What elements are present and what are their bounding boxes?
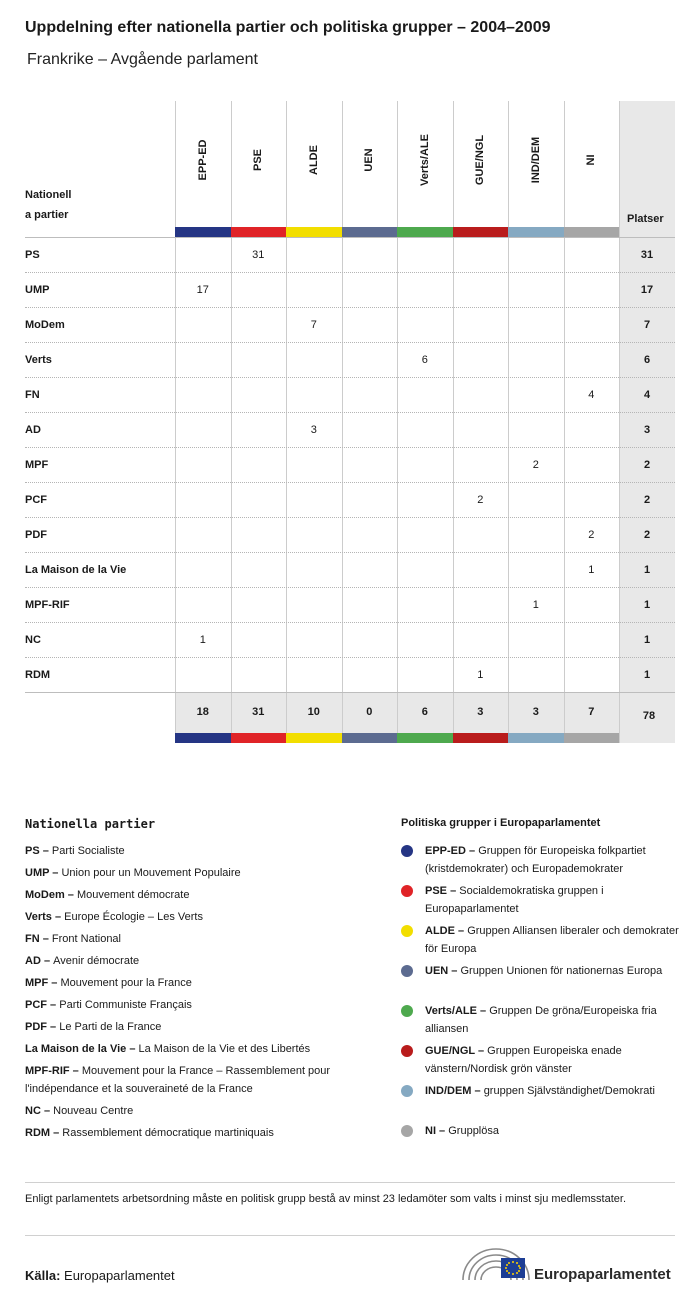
party-abbr: Verts – — [25, 911, 65, 923]
header-separator — [25, 237, 675, 238]
group-color-dot — [401, 1005, 413, 1017]
party-legend-item — [25, 1124, 385, 1142]
group-legend-item — [425, 922, 680, 958]
group-color-dot — [401, 885, 413, 897]
party-name: Parti Socialiste — [51, 845, 125, 857]
party-abbr: NC – — [25, 1105, 54, 1117]
group-color-bar-bottom — [342, 733, 398, 743]
source-value: Europaparlamentet — [64, 1268, 175, 1283]
group-color-dot — [401, 965, 413, 977]
party-abbr: MPF – — [25, 977, 61, 989]
group-abbr: PSE – — [425, 885, 460, 897]
column-divider — [564, 101, 565, 743]
table-cell-value: 31 — [252, 248, 265, 261]
party-legend-item — [25, 886, 385, 904]
chart-title: Uppdelning efter nationella partier och politiska grupper – 2004–2009 — [25, 19, 551, 36]
row-label: MoDem — [25, 318, 65, 331]
column-divider — [175, 101, 176, 743]
row-divider — [25, 657, 675, 658]
party-legend-item — [25, 1102, 385, 1120]
table-cell-value: 1 — [532, 598, 539, 611]
party-abbr: PDF – — [25, 1021, 60, 1033]
column-total: 31 — [252, 706, 265, 718]
row-label: Verts — [25, 353, 52, 366]
party-abbr: MPF-RIF – — [25, 1065, 82, 1077]
party-name: Mouvement pour la France — [60, 977, 192, 989]
party-abbr: La Maison de la Vie – — [25, 1043, 139, 1055]
party-abbr: RDM – — [25, 1127, 63, 1139]
group-legend-item — [425, 1002, 680, 1038]
note-separator-top — [25, 1182, 675, 1183]
logo-wordmark: Europaparlamentet — [534, 1266, 671, 1283]
column-header-ni: NI — [585, 154, 598, 166]
party-abbr: AD – — [25, 955, 54, 967]
table-cell-value: 3 — [310, 423, 317, 436]
row-label: UMP — [25, 283, 50, 296]
party-name: La Maison de la Vie et des Libertés — [138, 1043, 311, 1055]
party-legend-item — [25, 930, 385, 948]
party-name: Avenir démocrate — [53, 955, 140, 967]
table-cell-value: 2 — [588, 528, 595, 541]
party-legend-item — [25, 908, 385, 926]
party-name: Mouvement démocrate — [76, 889, 190, 901]
group-legend-item — [425, 1082, 680, 1100]
column-total: 18 — [196, 706, 209, 718]
column-divider — [453, 101, 454, 743]
group-color-bar-top — [231, 227, 287, 237]
group-name: Grupplösa — [448, 1125, 499, 1137]
table-cell-value: 6 — [421, 353, 428, 366]
row-divider — [25, 517, 675, 518]
table-bottom-separator — [25, 692, 675, 693]
group-color-bar-top — [453, 227, 509, 237]
row-label: MPF — [25, 458, 49, 471]
party-name: Nouveau Centre — [53, 1105, 134, 1117]
group-name: Gruppen De gröna/Europeiska fria alliansen — [425, 1005, 657, 1035]
table-cell-value: 17 — [196, 283, 209, 296]
party-name: Front National — [51, 933, 121, 945]
group-color-dot — [401, 845, 413, 857]
group-color-dot — [401, 1125, 413, 1137]
row-divider — [25, 587, 675, 588]
party-legend-item — [25, 1018, 385, 1036]
group-legend-item — [425, 962, 680, 980]
party-name: Le Parti de la France — [59, 1021, 162, 1033]
row-divider — [25, 307, 675, 308]
group-color-bar-bottom — [286, 733, 342, 743]
source-line — [25, 1268, 175, 1283]
row-total: 1 — [643, 563, 651, 576]
row-header-line: a partier — [25, 209, 69, 221]
party-name: Rassemblement démocratique martiniquais — [62, 1127, 274, 1139]
column-header-pse: PSE — [252, 148, 265, 172]
party-name: Parti Communiste Français — [59, 999, 192, 1011]
group-color-bar-top — [286, 227, 342, 237]
row-label: RDM — [25, 668, 51, 681]
group-color-bar-top — [564, 227, 620, 237]
party-abbr: PCF – — [25, 999, 60, 1011]
column-total: 3 — [532, 706, 539, 718]
group-abbr: NI – — [425, 1125, 449, 1137]
table-cell-value: 4 — [588, 388, 595, 401]
row-divider — [25, 552, 675, 553]
row-label: PCF — [25, 493, 47, 506]
row-label: AD — [25, 423, 41, 436]
table-cell-value: 1 — [477, 668, 484, 681]
row-divider — [25, 622, 675, 623]
table-cell-value: 7 — [310, 318, 317, 331]
group-color-dot — [401, 1045, 413, 1057]
table-cell-value: 2 — [532, 458, 539, 471]
row-divider — [25, 342, 675, 343]
group-color-bar-bottom — [175, 733, 231, 743]
source-label: Källa: — [25, 1268, 61, 1283]
row-divider — [25, 482, 675, 483]
party-name: Union pour un Mouvement Populaire — [61, 867, 241, 879]
row-header-line: Nationell — [25, 189, 72, 201]
group-color-bar-top — [508, 227, 564, 237]
column-header-epped: EPP-ED — [196, 139, 209, 181]
party-abbr: MoDem – — [25, 889, 77, 901]
row-total: 1 — [643, 598, 651, 611]
party-legend-item — [25, 842, 385, 860]
column-divider — [231, 101, 232, 743]
grand-total: 78 — [642, 710, 656, 722]
group-color-bar-bottom — [564, 733, 620, 743]
group-color-bar-bottom — [397, 733, 453, 743]
column-total: 0 — [366, 706, 373, 718]
group-color-bar-top — [342, 227, 398, 237]
row-total: 4 — [643, 388, 651, 401]
column-total: 3 — [477, 706, 484, 718]
row-total: 2 — [643, 528, 651, 541]
row-total: 1 — [643, 668, 651, 681]
platser-column-background — [619, 101, 675, 743]
column-header-uen: UEN — [363, 148, 376, 172]
row-total: 2 — [643, 458, 651, 471]
column-total: 7 — [588, 706, 595, 718]
group-name: Gruppen Alliansen liberaler och demokrater för Europa — [425, 925, 679, 955]
party-name: Europe Écologie – Les Verts — [64, 911, 203, 923]
group-abbr: IND/DEM – — [425, 1085, 484, 1097]
note-separator-bottom — [25, 1235, 675, 1236]
table-cell-value: 2 — [477, 493, 484, 506]
row-total: 3 — [643, 423, 651, 436]
group-name: Gruppen för Europeiska folkpartiet (kristdemokrater) och Europademokrater — [425, 845, 646, 875]
chart-subtitle: Frankrike – Avgående parlament — [27, 51, 258, 68]
row-divider — [25, 412, 675, 413]
footnote: Enligt parlamentets arbetsordning måste en politisk grupp bestå av minst 23 ledamöter som valts i minst sju medlemsstater. — [25, 1193, 626, 1205]
row-label: PS — [25, 248, 40, 261]
row-total: 2 — [643, 493, 651, 506]
row-label: NC — [25, 633, 41, 646]
group-legend-item — [425, 1122, 680, 1140]
column-header-inddem: IND/DEM — [529, 136, 542, 184]
groups-legend-title: Politiska grupper i Europaparlamentet — [401, 817, 601, 829]
group-color-bar-top — [175, 227, 231, 237]
group-color-bar-bottom — [453, 733, 509, 743]
column-divider — [397, 101, 398, 743]
column-header-vertsale: Verts/ALE — [418, 134, 431, 186]
column-total: 6 — [421, 706, 428, 718]
column-total: 10 — [307, 706, 320, 718]
group-abbr: UEN – — [425, 965, 461, 977]
party-abbr: UMP – — [25, 867, 62, 879]
column-divider — [342, 101, 343, 743]
party-legend-item — [25, 974, 385, 992]
total-header-label: Platser — [627, 213, 664, 225]
row-label: La Maison de la Vie — [25, 563, 127, 576]
group-color-dot — [401, 925, 413, 937]
row-divider — [25, 447, 675, 448]
row-total: 7 — [643, 318, 651, 331]
party-legend-item — [25, 1062, 385, 1098]
party-abbr: FN – — [25, 933, 52, 945]
party-abbr: PS – — [25, 845, 52, 857]
column-divider — [508, 101, 509, 743]
group-legend-item — [425, 842, 680, 878]
group-abbr: ALDE – — [425, 925, 468, 937]
column-divider — [286, 101, 287, 743]
group-color-bar-bottom — [508, 733, 564, 743]
group-name: Socialdemokratiska gruppen i Europaparlamentet — [425, 885, 604, 915]
party-legend-item — [25, 952, 385, 970]
table-cell-value: 1 — [588, 563, 595, 576]
row-header-label — [25, 185, 71, 225]
row-divider — [25, 377, 675, 378]
row-label: MPF-RIF — [25, 598, 70, 611]
row-total: 1 — [643, 633, 651, 646]
group-abbr: Verts/ALE – — [425, 1005, 490, 1017]
group-color-bar-top — [397, 227, 453, 237]
party-name: Mouvement pour la France – Rassemblement pour l'indépendance et la souveraineté de la France — [25, 1065, 331, 1095]
row-total: 17 — [640, 283, 654, 296]
group-name: Gruppen Europeiska enade vänstern/Nordisk grön vänster — [425, 1045, 622, 1075]
column-header-guengl: GUE/NGL — [474, 134, 487, 186]
group-legend-item — [425, 882, 680, 918]
group-color-dot — [401, 1085, 413, 1097]
row-total: 6 — [643, 353, 651, 366]
party-legend-item — [25, 864, 385, 882]
column-header-alde: ALDE — [307, 145, 320, 175]
party-legend-item — [25, 1040, 385, 1058]
row-label: PDF — [25, 528, 47, 541]
row-divider — [25, 272, 675, 273]
parties-legend-title: Nationella partier — [25, 817, 156, 831]
group-legend-item — [425, 1042, 680, 1078]
group-name: Gruppen Unionen för nationernas Europa — [460, 965, 663, 977]
table-cell-value: 1 — [199, 633, 206, 646]
group-name: gruppen Självständighet/Demokrati — [483, 1085, 655, 1097]
row-total: 31 — [640, 248, 654, 261]
group-abbr: GUE/NGL – — [425, 1045, 488, 1057]
group-abbr: EPP-ED – — [425, 845, 479, 857]
column-divider — [619, 101, 620, 743]
group-color-bar-bottom — [231, 733, 287, 743]
party-legend-item — [25, 996, 385, 1014]
row-label: FN — [25, 388, 40, 401]
